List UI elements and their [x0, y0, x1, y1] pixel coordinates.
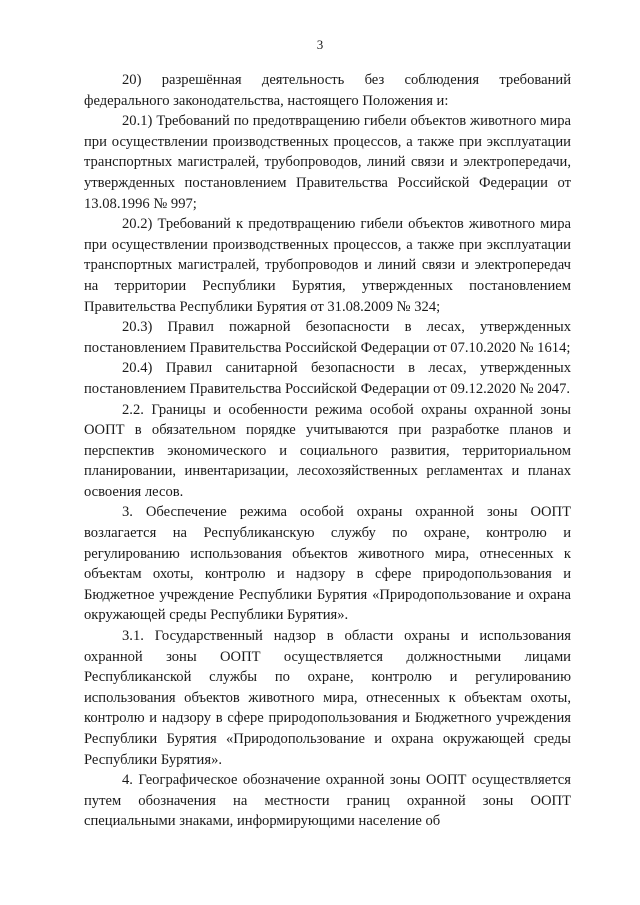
- paragraph-section-2-2: 2.2. Границы и особенности режима особой охраны охранной зоны ООПТ в обязательном порядке учитываются при разработке планов и перспектив экономического и социального развития, территориальном планировании, инвентаризации, лесохозяйственных регламентах и планах освоения лесов.: [84, 401, 571, 500]
- paragraph-item-20: 20) разрешённая деятельность без соблюдения требований федерального законодательства, настоящего Положения и:: [84, 72, 571, 109]
- paragraph-section-4: 4. Географическое обозначение охранной зоны ООПТ осуществляется путем обозначения на местности границ охранной зоны ООПТ специальными знаками, информирующими население об: [84, 772, 571, 830]
- paragraph-section-3-1: 3.1. Государственный надзор в области охраны и использования охранной зоны ООПТ осуществляется должностными лицами Республиканской службы по охране, контролю и регулированию использования объектов животного мира, отнесенных к объектам охоты, контролю и надзору в сфере природопользования и Бюджетного учреждения Республики Бурятия «Природопользование и охрана окружающей среды Республики Бурятия».: [84, 628, 571, 768]
- document-body: [84, 70, 571, 832]
- paragraph-item-20-4: 20.4) Правил санитарной безопасности в лесах, утвержденных постановлением Правительства Российской Федерации от 09.12.2020 № 2047.: [84, 360, 571, 397]
- paragraph-item-20-2: 20.2) Требований к предотвращению гибели объектов животного мира при осуществлении производственных процессов, а также при эксплуатации транспортных магистралей, трубопроводов и линий связи и электропередач на территории Республики Бурятия, утвержденных постановлением Правительства Республики Бурятия от 31.08.2009 № 324;: [84, 216, 571, 315]
- paragraph-item-20-3: 20.3) Правил пожарной безопасности в лесах, утвержденных постановлением Правительства Российской Федерации от 07.10.2020 № 1614;: [84, 319, 571, 356]
- paragraph-item-20-1: 20.1) Требований по предотвращению гибели объектов животного мира при осуществлении производственных процессов, а также при эксплуатации транспортных магистралей, трубопроводов, линий связи и электропередачи, утвержденных постановлением Правительства Российской Федерации от 13.08.1996 № 997;: [84, 113, 571, 212]
- page-number: 3: [316, 37, 324, 52]
- paragraph-section-3: 3. Обеспечение режима особой охраны охранной зоны ООПТ возлагается на Республиканскую службу по охране, контролю и регулированию использования объектов животного мира, отнесенных к объектам охоты, контролю и надзору в сфере природопользования и Бюджетное учреждение Республики Бурятия «Природопользование и охрана окружающей среды Республики Бурятия».: [84, 504, 571, 624]
